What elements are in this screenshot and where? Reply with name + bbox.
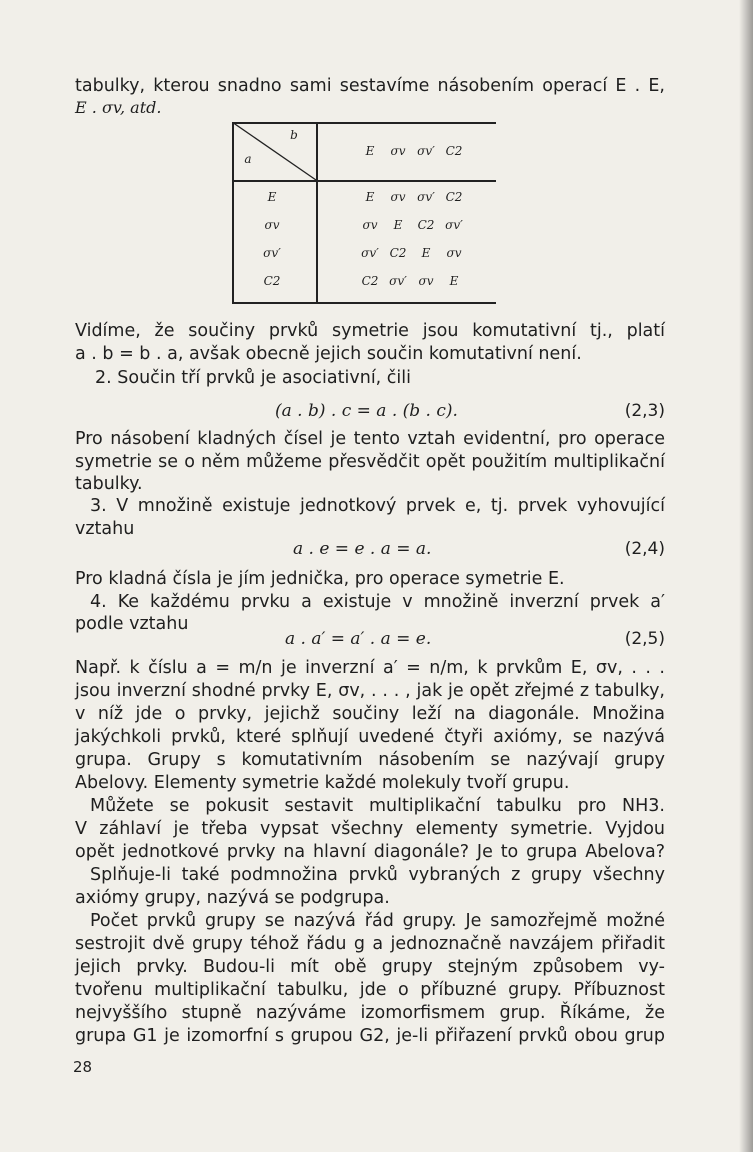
page-number: 28 — [73, 1058, 93, 1076]
text-line-14: Např. k číslu a = m/n je inverzní a′ = n/m, k prvkům E, σv, . . . — [75, 658, 665, 678]
text-line-10: vztahu — [75, 519, 135, 539]
table-cell: σv — [362, 218, 378, 232]
table-cell: E — [421, 246, 431, 260]
text-line-23: Splňuje-li také podmnožina prvků vybraných z grupy všechny — [90, 865, 665, 885]
text-line-29: nejvyššího stupně nazýváme izomorfismem grup. Říkáme, že — [75, 1003, 665, 1023]
table-cell: σv — [418, 274, 434, 288]
table-cell: σv — [390, 190, 406, 204]
text-line-8: tabulky. — [75, 474, 143, 494]
text-line-21: V záhlaví je třeba vypsat všechny elementy symetrie. Vyjdou — [75, 819, 665, 839]
header-cell: C2 — [445, 144, 463, 158]
text-line-22: opět jednotkové prvky na hlavní diagonále? Je to grupa Abelova? — [75, 842, 665, 862]
table-cell: C2 — [361, 274, 379, 288]
table-cell: C2 — [445, 190, 463, 204]
table-cell: E — [449, 274, 459, 288]
text-line-4: a . b = b . a, avšak obecně jejich součin komutativní není. — [75, 344, 582, 364]
text-line-13: podle vztahu — [75, 614, 189, 634]
table-cell: σv′ — [361, 246, 379, 260]
text-line-30: grupa G1 je izomorfní s grupou G2, je-li přiřazení prvků obou grup — [75, 1026, 665, 1046]
text-line-11: Pro kladná čísla je jím jednička, pro operace symetrie E. — [75, 569, 565, 589]
equation-number-2-3: (2,3) — [624, 401, 665, 421]
header-cell: σv′ — [417, 144, 435, 158]
table-bottom-rule — [232, 302, 496, 304]
row-label: σv — [264, 218, 280, 232]
text-line-17: jakýchkoli prvků, které splňují uvedené čtyři axiómy, se nazývá — [75, 727, 665, 747]
corner-row-label: a — [244, 152, 252, 166]
equation-2-4: a . e = e . a = a. — [293, 539, 432, 559]
table-cell: C2 — [417, 218, 435, 232]
text-line-19: Abelovy. Elementy symetrie každé molekuly tvoří grupu. — [75, 773, 570, 793]
table-cell: σv — [446, 246, 462, 260]
text-line-6: Pro násobení kladných čísel je tento vztah evidentní, pro operace — [75, 429, 665, 449]
text-line-15: jsou inverzní shodné prvky E, σv, . . . , jak je opět zřejmé z tabulky, — [75, 681, 665, 701]
text-line-24: axiómy grupy, nazývá se podgrupa. — [75, 888, 390, 908]
table-cell: σv′ — [389, 274, 407, 288]
table-cell: E — [393, 218, 403, 232]
text-line-28: tvořenu multiplikační tabulku, jde o příbuzné grupy. Příbuznost — [75, 980, 665, 1000]
text-line-2: E . σv, atd. — [75, 98, 162, 117]
header-cell: σv — [390, 144, 406, 158]
corner-col-label: b — [290, 128, 298, 142]
equation-2-5: a . a′ = a′ . a = e. — [285, 629, 432, 649]
multiplication-table — [232, 122, 496, 304]
text-line-18: grupa. Grupy s komutativním násobením se nazývají grupy — [75, 750, 665, 770]
text-line-26: sestrojit dvě grupy téhož řádu g a jednoznačně navzájem přiřadit — [75, 934, 665, 954]
text-line-9: 3. V množině existuje jednotkový prvek e, tj. prvek vyhovující — [90, 496, 665, 516]
text-line-5: 2. Součin tří prvků je asociativní, čili — [95, 368, 412, 388]
equation-2-3: (a . b) . c = a . (b . c). — [275, 401, 458, 421]
equation-number-2-5: (2,5) — [624, 629, 665, 649]
text-line-16: v níž jde o prvky, jejichž součiny leží na diagonále. Množina — [75, 704, 665, 724]
text-line-27: jejich prvky. Budou-li mít obě grupy stejným způsobem vy- — [75, 957, 665, 977]
header-cell: E — [365, 144, 375, 158]
table-cell: σv′ — [445, 218, 463, 232]
text-line-7: symetrie se o něm můžeme přesvědčit opět použitím multiplikační — [75, 452, 665, 472]
page-edge-shadow — [739, 0, 753, 1152]
row-label: E — [267, 190, 277, 204]
equation-number-2-4: (2,4) — [624, 539, 665, 559]
text-line-25: Počet prvků grupy se nazývá řád grupy. Je samozřejmě možné — [90, 911, 665, 931]
table-cell: σv′ — [417, 190, 435, 204]
row-label: C2 — [263, 274, 281, 288]
table-cell: C2 — [389, 246, 407, 260]
row-label: σv′ — [263, 246, 281, 260]
table-cell: E — [365, 190, 375, 204]
text-line-1: tabulky, kterou snadno sami sestavíme násobením operací E . E, — [75, 76, 665, 96]
text-line-20: Můžete se pokusit sestavit multiplikační tabulku pro NH3. — [90, 796, 665, 816]
text-line-12: 4. Ke každému prvku a existuje v množině inverzní prvek a′ — [90, 592, 665, 612]
text-line-3: Vidíme, že součiny prvků symetrie jsou komutativní tj., platí — [75, 321, 665, 341]
